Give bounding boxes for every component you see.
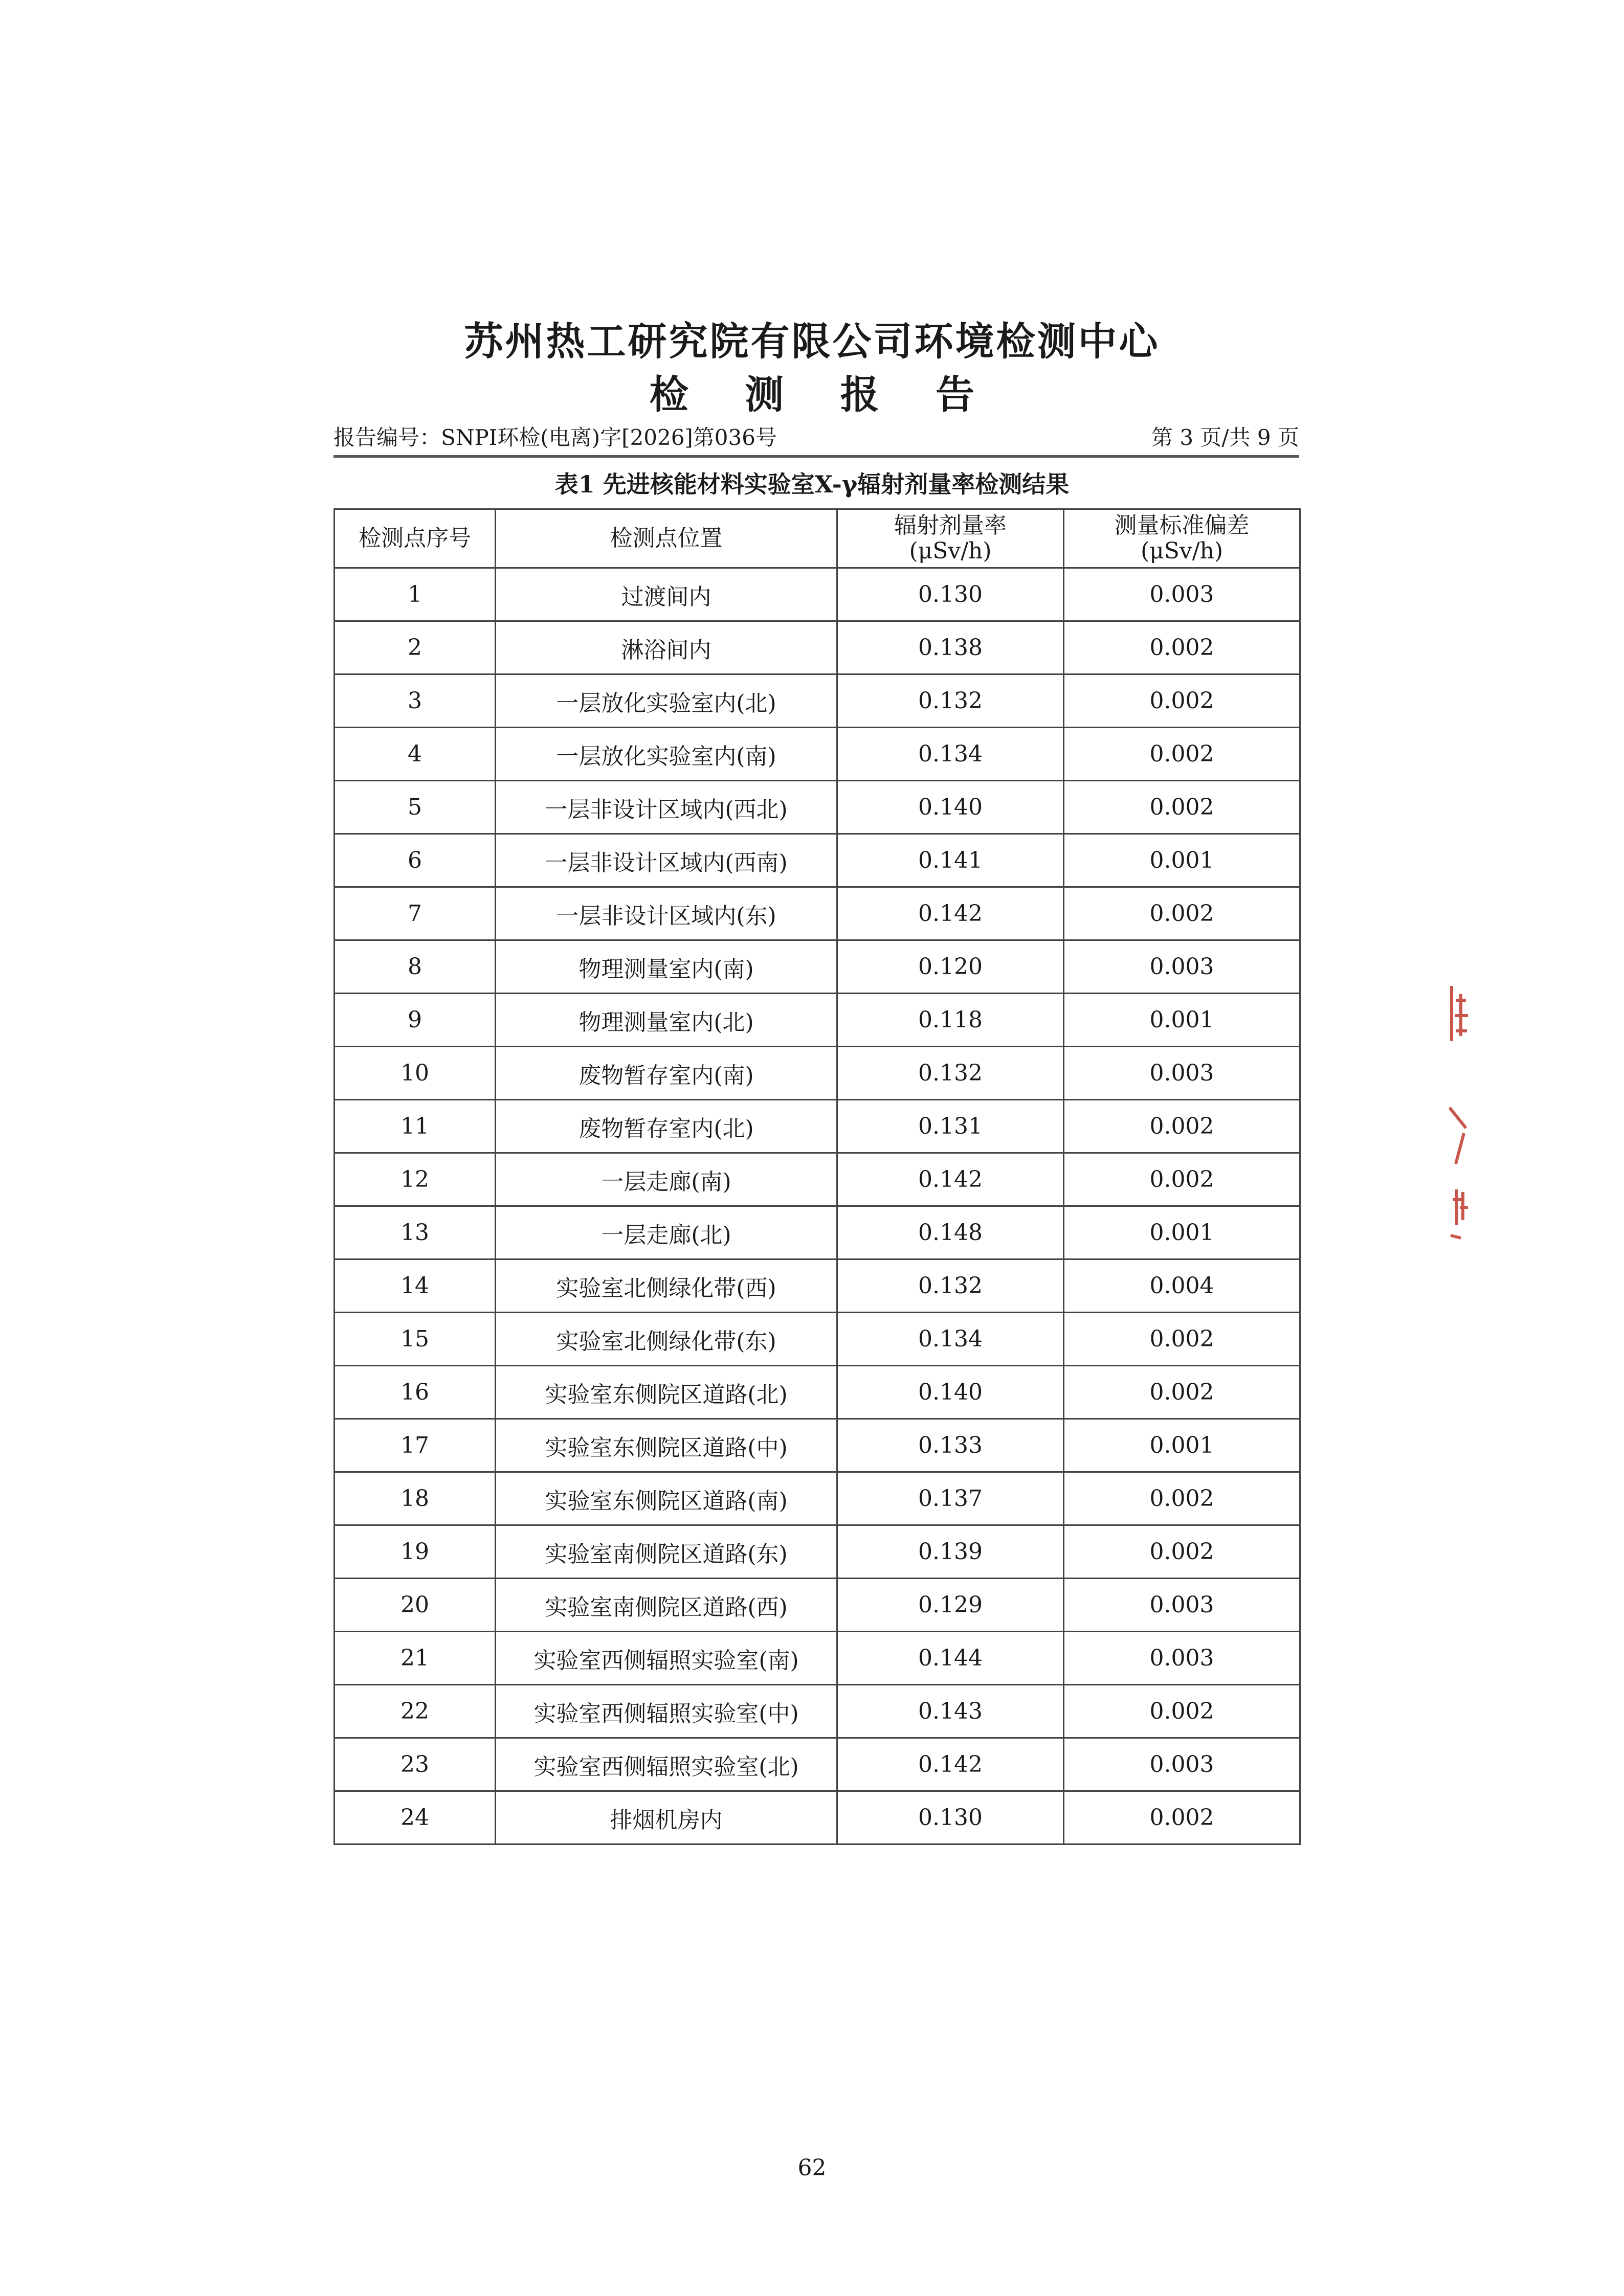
cell-std-dev: 0.002 <box>1064 1685 1300 1738</box>
cell-dose-rate: 0.144 <box>837 1632 1064 1685</box>
cell-location: 实验室南侧院区道路(西) <box>496 1579 837 1632</box>
cell-index: 10 <box>335 1047 496 1100</box>
cell-std-dev: 0.002 <box>1064 1791 1300 1844</box>
table-row <box>335 1632 1300 1685</box>
cell-index: 7 <box>335 887 496 940</box>
cell-std-dev: 0.002 <box>1064 1100 1300 1153</box>
cell-index: 16 <box>335 1366 496 1419</box>
table-row <box>335 1047 1300 1100</box>
cell-index: 11 <box>335 1100 496 1153</box>
cell-index: 4 <box>335 728 496 781</box>
cell-location: 一层放化实验室内(南) <box>496 728 837 781</box>
cell-dose-rate: 0.133 <box>837 1419 1064 1472</box>
table-row <box>335 568 1300 621</box>
cell-location: 过渡间内 <box>496 568 837 621</box>
table-row <box>335 1472 1300 1525</box>
cell-location: 废物暂存室内(南) <box>496 1047 837 1100</box>
cell-dose-rate: 0.140 <box>837 1366 1064 1419</box>
cell-dose-rate: 0.140 <box>837 781 1064 834</box>
cell-std-dev: 0.002 <box>1064 728 1300 781</box>
table-row <box>335 728 1300 781</box>
cell-dose-rate: 0.130 <box>837 568 1064 621</box>
cell-dose-rate: 0.148 <box>837 1206 1064 1259</box>
cell-dose-rate: 0.137 <box>837 1472 1064 1525</box>
cell-location: 排烟机房内 <box>496 1791 837 1844</box>
cell-dose-rate: 0.132 <box>837 1259 1064 1313</box>
cell-std-dev: 0.003 <box>1064 940 1300 994</box>
cell-index: 22 <box>335 1685 496 1738</box>
report-title: 检 测 报 告 <box>649 372 996 417</box>
cell-location: 物理测量室内(南) <box>496 940 837 994</box>
cell-dose-rate: 0.142 <box>837 1153 1064 1206</box>
cell-dose-rate: 0.129 <box>837 1579 1064 1632</box>
column-header-std-dev <box>1064 509 1300 568</box>
cell-location: 实验室西侧辐照实验室(北) <box>496 1738 837 1791</box>
cell-location: 一层非设计区域内(东) <box>496 887 837 940</box>
cell-location: 废物暂存室内(北) <box>496 1100 837 1153</box>
table-row <box>335 1366 1300 1419</box>
table-row <box>335 834 1300 887</box>
cell-index: 17 <box>335 1419 496 1472</box>
table-row <box>335 621 1300 674</box>
cell-index: 8 <box>335 940 496 994</box>
table-row <box>335 994 1300 1047</box>
cell-index: 20 <box>335 1579 496 1632</box>
cell-dose-rate: 0.132 <box>837 1047 1064 1100</box>
column-header-dose-rate-unit: (μSv/h) <box>909 538 992 564</box>
cell-index: 21 <box>335 1632 496 1685</box>
cell-std-dev: 0.002 <box>1064 1313 1300 1366</box>
report-meta <box>333 422 1299 453</box>
cell-index: 23 <box>335 1738 496 1791</box>
cell-dose-rate: 0.134 <box>837 728 1064 781</box>
cell-dose-rate: 0.142 <box>837 887 1064 940</box>
cell-location: 实验室西侧辐照实验室(中) <box>496 1685 837 1738</box>
cell-std-dev: 0.002 <box>1064 1472 1300 1525</box>
table-row <box>335 1259 1300 1313</box>
cell-index: 9 <box>335 994 496 1047</box>
table-row <box>335 1419 1300 1472</box>
organization-title: 苏州热工研究院有限公司环境检测中心 <box>464 319 1160 364</box>
cell-dose-rate: 0.141 <box>837 834 1064 887</box>
cell-dose-rate: 0.130 <box>837 1791 1064 1844</box>
cell-index: 13 <box>335 1206 496 1259</box>
cell-std-dev: 0.001 <box>1064 834 1300 887</box>
cell-std-dev: 0.003 <box>1064 1579 1300 1632</box>
cell-std-dev: 0.003 <box>1064 568 1300 621</box>
cell-location: 一层非设计区域内(西南) <box>496 834 837 887</box>
cell-location: 一层走廊(南) <box>496 1153 837 1206</box>
cell-dose-rate: 0.132 <box>837 674 1064 728</box>
cell-location: 实验室东侧院区道路(北) <box>496 1366 837 1419</box>
cell-dose-rate: 0.143 <box>837 1685 1064 1738</box>
table-row <box>335 1791 1300 1844</box>
table-row <box>335 1738 1300 1791</box>
red-stamp-fragment <box>1445 980 1476 1246</box>
cell-location: 实验室东侧院区道路(中) <box>496 1419 837 1472</box>
cell-location: 实验室北侧绿化带(东) <box>496 1313 837 1366</box>
cell-std-dev: 0.002 <box>1064 1366 1300 1419</box>
table-row <box>335 674 1300 728</box>
page-info: 第 3 页/共 9 页 <box>1151 425 1299 450</box>
column-header-dose-rate-label: 辐射剂量率 <box>894 512 1007 538</box>
cell-std-dev: 0.002 <box>1064 674 1300 728</box>
cell-location: 一层非设计区域内(西北) <box>496 781 837 834</box>
cell-dose-rate: 0.139 <box>837 1525 1064 1579</box>
cell-std-dev: 0.002 <box>1064 781 1300 834</box>
cell-std-dev: 0.002 <box>1064 1153 1300 1206</box>
header-divider <box>333 455 1299 458</box>
table-row <box>335 1525 1300 1579</box>
table-row <box>335 1153 1300 1206</box>
cell-std-dev: 0.004 <box>1064 1259 1300 1313</box>
cell-index: 18 <box>335 1472 496 1525</box>
cell-index: 15 <box>335 1313 496 1366</box>
table-row <box>335 887 1300 940</box>
cell-std-dev: 0.002 <box>1064 887 1300 940</box>
column-header-location <box>496 509 837 568</box>
cell-std-dev: 0.001 <box>1064 1206 1300 1259</box>
table-row <box>335 1685 1300 1738</box>
column-header-dose-rate <box>837 509 1064 568</box>
results-table-body <box>335 568 1300 1844</box>
cell-index: 2 <box>335 621 496 674</box>
column-header-index <box>335 509 496 568</box>
cell-dose-rate: 0.118 <box>837 994 1064 1047</box>
table-row <box>335 1100 1300 1153</box>
cell-std-dev: 0.002 <box>1064 621 1300 674</box>
cell-std-dev: 0.002 <box>1064 1525 1300 1579</box>
column-header-location-label: 检测点位置 <box>610 525 723 551</box>
cell-std-dev: 0.003 <box>1064 1738 1300 1791</box>
table-caption: 表1 先进核能材料实验室X-γ辐射剂量率检测结果 <box>554 470 1070 498</box>
cell-location: 淋浴间内 <box>496 621 837 674</box>
cell-std-dev: 0.001 <box>1064 994 1300 1047</box>
table-row <box>335 781 1300 834</box>
results-table <box>333 508 1301 1845</box>
cell-location: 实验室北侧绿化带(西) <box>496 1259 837 1313</box>
cell-index: 5 <box>335 781 496 834</box>
cell-location: 一层放化实验室内(北) <box>496 674 837 728</box>
cell-dose-rate: 0.134 <box>837 1313 1064 1366</box>
cell-index: 14 <box>335 1259 496 1313</box>
cell-dose-rate: 0.142 <box>837 1738 1064 1791</box>
table-row <box>335 1313 1300 1366</box>
table-row <box>335 940 1300 994</box>
cell-std-dev: 0.001 <box>1064 1419 1300 1472</box>
cell-index: 12 <box>335 1153 496 1206</box>
cell-index: 24 <box>335 1791 496 1844</box>
cell-index: 3 <box>335 674 496 728</box>
cell-std-dev: 0.003 <box>1064 1047 1300 1100</box>
column-header-std-dev-label: 测量标准偏差 <box>1114 512 1250 538</box>
cell-location: 一层走廊(北) <box>496 1206 837 1259</box>
cell-location: 物理测量室内(北) <box>496 994 837 1047</box>
column-header-index-label: 检测点序号 <box>359 525 471 551</box>
table-row <box>335 1206 1300 1259</box>
cell-index: 19 <box>335 1525 496 1579</box>
report-number: 报告编号：SNPI环检(电离)字[2026]第036号 <box>333 425 777 450</box>
cell-index: 1 <box>335 568 496 621</box>
cell-location: 实验室南侧院区道路(东) <box>496 1525 837 1579</box>
column-header-std-dev-unit: (μSv/h) <box>1140 538 1223 564</box>
table-header-row <box>335 509 1300 568</box>
cell-dose-rate: 0.138 <box>837 621 1064 674</box>
cell-dose-rate: 0.120 <box>837 940 1064 994</box>
cell-location: 实验室东侧院区道路(南) <box>496 1472 837 1525</box>
cell-dose-rate: 0.131 <box>837 1100 1064 1153</box>
cell-std-dev: 0.003 <box>1064 1632 1300 1685</box>
cell-index: 6 <box>335 834 496 887</box>
table-row <box>335 1579 1300 1632</box>
page-number: 62 <box>797 2155 827 2181</box>
cell-location: 实验室西侧辐照实验室(南) <box>496 1632 837 1685</box>
